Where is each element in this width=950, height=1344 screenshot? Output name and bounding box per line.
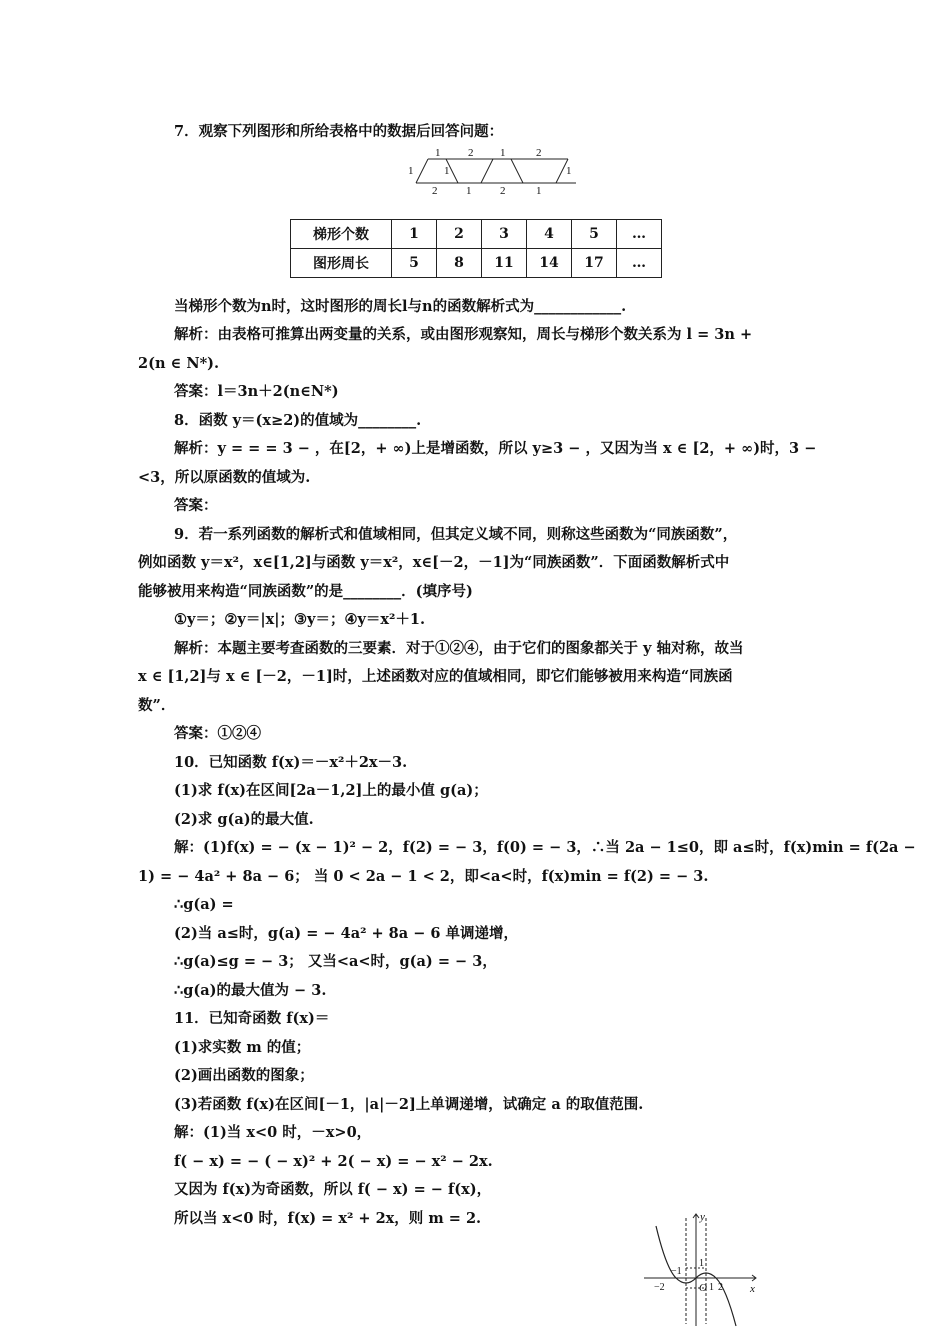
q8-analysis-cont: <3，所以原函数的值域为.	[138, 468, 311, 486]
q11-solution: f( − x) = − ( − x)² + 2( − x) = − x² − 2x.	[174, 1152, 493, 1170]
q9-text: 例如函数 y＝x²，x∈[1,2]与函数 y＝x²，x∈[－2，－1]为“同族函数”．下面函数解析式中	[138, 554, 730, 571]
graph-label: 1	[709, 1282, 714, 1293]
table-cell: 2	[437, 219, 482, 248]
trapezoid-diagram	[408, 146, 578, 197]
document-body	[138, 118, 916, 1233]
q11-title: 11．已知奇函数 f(x)＝	[174, 1010, 330, 1027]
table-cell: 8	[437, 248, 482, 277]
bottom-label: 1	[536, 184, 542, 197]
q11-solution: 又因为 f(x)为奇函数，所以 f( − x) = − f(x)，	[174, 1181, 492, 1198]
top-label: 2	[536, 146, 542, 159]
table-cell: 14	[527, 248, 572, 277]
q9-answer: 答案：①②④	[174, 725, 261, 742]
table-cell: 5	[572, 219, 617, 248]
graph-axis-x: x	[750, 1283, 755, 1295]
graph-label: −1	[671, 1266, 682, 1277]
q10-solution-cont: 1) = − 4a² + 8a − 6； 当 0 < 2a − 1 < 2，即<a<时，f(x)min = f(2) = − 3.	[138, 867, 709, 885]
graph-origin: O	[699, 1282, 707, 1294]
q11-solution: 解：(1)当 x<0 时，－x>0，	[174, 1124, 372, 1141]
q8-answer: 答案：	[174, 497, 218, 514]
graph-label: 1	[699, 1258, 704, 1269]
q11-part: (3)若函数 f(x)在区间[－1，|a|－2]上单调递增，试确定 a 的取值范围.	[174, 1095, 644, 1113]
table-cell: 3	[482, 219, 527, 248]
trapezoid-figure	[138, 147, 814, 219]
q7-table-wrap	[138, 219, 814, 293]
q7-answer: 答案：l＝3n＋2(n∈N*)	[174, 383, 339, 400]
q11-solution: 所以当 x<0 时，f(x) = x² + 2x，则 m = 2.	[174, 1209, 482, 1227]
side-label: 1	[566, 164, 572, 177]
q7-analysis-cont: 2(n ∈ N*).	[138, 354, 220, 372]
top-label: 1	[435, 146, 441, 159]
q7-analysis: 解析：由表格可推算出两变量的关系，或由图形观察知，周长与梯形个数关系为 l = 3n +	[174, 326, 753, 343]
q9-options: ①y＝；②y＝|x|；③y＝；④y＝x²＋1.	[174, 611, 426, 628]
table-cell: 11	[482, 248, 527, 277]
q7-question: 当梯形个数为n时，这时图形的周长l与n的函数解析式为____________.	[174, 297, 627, 315]
bottom-label: 1	[466, 184, 472, 197]
q10-solution: ∴g(a)的最大值为 − 3.	[174, 981, 327, 999]
table-cell: …	[617, 219, 662, 248]
q10-solution: ∴g(a) =	[174, 896, 234, 913]
bottom-label: 2	[500, 184, 506, 197]
q9-analysis: 解析：本题主要考查函数的三要素．对于①②④，由于它们的图象都关于 y 轴对称，故当	[174, 639, 744, 657]
table-cell: 17	[572, 248, 617, 277]
top-label: 2	[468, 146, 474, 159]
side-label: 1	[408, 164, 414, 177]
function-graph	[640, 1208, 764, 1328]
table-cell: 4	[527, 219, 572, 248]
q10-title: 10．已知函数 f(x)＝－x²＋2x－3.	[174, 753, 408, 771]
table-cell: 5	[392, 248, 437, 277]
row-header: 图形周长	[291, 248, 392, 277]
q11-part: (2)画出函数的图象；	[174, 1067, 314, 1084]
graph-axis-y: y	[700, 1211, 705, 1223]
q9-title: 9．若一系列函数的解析式和值域相同，但其定义域不同，则称这些函数为“同族函数”，	[174, 525, 738, 543]
top-label: 1	[500, 146, 506, 159]
q9-analysis-cont: 数”．	[138, 696, 176, 714]
table-cell: …	[617, 248, 662, 277]
graph-label: 2	[718, 1282, 723, 1293]
q9-analysis-cont: x ∈ [1,2]与 x ∈ [－2，－1]时，上述函数对应的值域相同，即它们能够被用来构造“同族函	[138, 668, 733, 685]
q9-text: 能够被用来构造“同族函数”的是________．(填序号)	[138, 582, 473, 600]
q8-analysis: 解析：y = = = 3 − ，在[2，+ ∞)上是增函数，所以 y≥3 − ，又因为当 x ∈ [2，+ ∞)时，3 −	[174, 440, 817, 457]
q7-table	[290, 219, 662, 278]
q11-part: (1)求实数 m 的值；	[174, 1038, 311, 1056]
q7-title: 7．观察下列图形和所给表格中的数据后回答问题：	[174, 123, 504, 140]
q10-solution: 解：(1)f(x) = − (x − 1)² − 2，f(2) = − 3，f(0) = − 3，∴当 2a − 1≤0，即 a≤时，f(x)min = f(2a −	[174, 839, 916, 856]
graph-label: −2	[654, 1282, 665, 1293]
q10-solution: (2)当 a≤时，g(a) = − 4a² + 8a − 6 单调递增，	[174, 924, 519, 942]
q10-solution: ∴g(a)≤g = − 3； 又当<a<时，g(a) = − 3，	[174, 953, 497, 970]
table-cell: 1	[392, 219, 437, 248]
table-row	[291, 219, 662, 248]
q8-title: 8．函数 y＝(x≥2)的值域为________.	[174, 411, 422, 429]
row-header: 梯形个数	[291, 219, 392, 248]
side-label: 1	[444, 164, 450, 177]
q10-part: (2)求 g(a)的最大值.	[174, 810, 314, 828]
table-row	[291, 248, 662, 277]
bottom-label: 2	[432, 184, 438, 197]
q10-part: (1)求 f(x)在区间[2a－1,2]上的最小值 g(a)；	[174, 782, 488, 799]
